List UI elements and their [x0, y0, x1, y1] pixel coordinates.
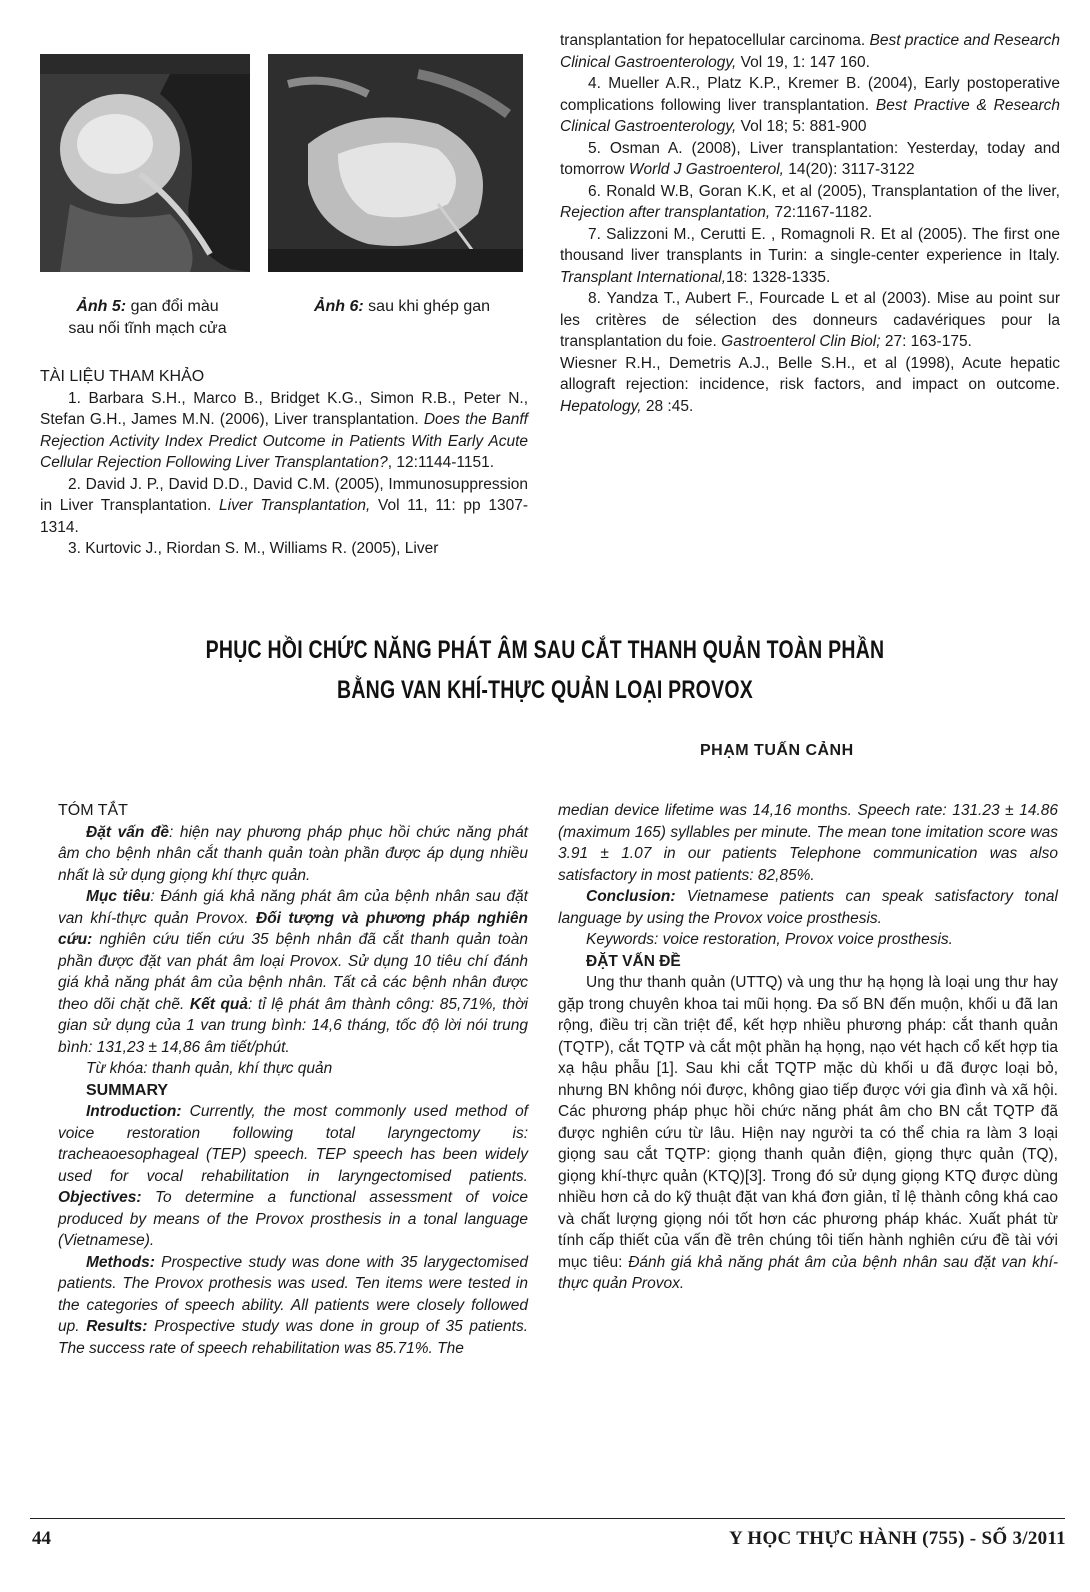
abstract-right-column [558, 800, 1058, 1295]
footer-divider [30, 1518, 1065, 1519]
liver-photo-6-image [268, 54, 523, 272]
reference-3-start: 3. Kurtovic J., Riordan S. M., Williams R. (2005), Liver [68, 540, 439, 557]
reference-6: 6. Ronald W.B, Goran K.K, et al (2005), Transplantation of the liver, Rejection after transplantation, 72:1167-1182. [560, 182, 1060, 221]
figure-6-label: Ảnh 6: [313, 298, 364, 315]
figure-6-photo [268, 54, 523, 272]
figure-6-text: sau khi ghép gan [363, 298, 491, 315]
references-heading: TÀI LIỆU THAM KHẢO [40, 368, 205, 385]
reference-9: Wiesner R.H., Demetris A.J., Belle S.H., et al (1998), Acute hepatic allograft rejection: incidence, risk factors, and impact on outcome. Hepatology, 28 :45. [560, 354, 1060, 415]
summary-keywords: Keywords: voice restoration, Provox voice prosthesis. [586, 931, 953, 948]
figure-5-photo [40, 54, 250, 272]
article-author: PHẠM TUẤN CẢNH [700, 742, 854, 759]
intro-vi-body: Ung thư thanh quản (UTTQ) và ung thư hạ họng là loại ung thư hay gặp trong chuyên khoa tai mũi họng. Đa số BN đến muộn, khối u đã lan rộng, điều trị cần triệt để, kết hợp nhiều phương pháp: cắt thanh quản (TQTP), cắt TQTP và cắt một phần hạ họng, nạo vét hạch cổ kết hợp tia xạ hậu phẫu [1]. Sau khi cắt TQTP mặc dù khối u đã được loại bỏ, nhưng BN không nói được, không giao tiếp được với gia đình và xã hội. Các phương pháp phục hồi chức năng phát âm cho BN cắt TQTP đã được nghiên cứu từ lâu. Hiện nay người ta có thể chia ra làm 3 loại giọng sau cắt TQTP: giọng thanh quản điện, giọng thực quản (TQ), giọng khí-thực quản (KTQ)[3]. Trong đó sử dụng giọng KTQ được dùng nhiều hơn cả do kỹ thuật đặt van khá đơn giản, tỉ lệ thành công khá cao và chất lượng giọng nói tốt hơn các phương pháp khác. Xuất phát từ tính cấp thiết của vấn đề trên chúng tôi tiến hành nghiên cứu đề tài với mục tiêu: Đánh giá khả năng phát âm của bệnh nhân sau đặt van khí-thực quản Provox. [558, 974, 1058, 1292]
intro-vi-heading: ĐẶT VẤN ĐỀ [586, 952, 681, 970]
reference-1: 1. Barbara S.H., Marco B., Bridget K.G., Simon R.B., Peter N., Stefan G.H., James M.N. (2006), Liver transplantation. Does the Banff Rejection Activity Index Predict Outcome in Patients With Early Acute Cellular Rejection Following Liver Transplantation?, 12:1144-1151. [40, 389, 528, 471]
references-right-column [560, 30, 1060, 417]
reference-3-end: transplantation for hepatocellular carcinoma. Best practice and Research Clinical Gastroenterology, Vol 19, 1: 147 160. [560, 32, 1061, 71]
article-title-line-1: PHỤC HỒI CHỨC NĂNG PHÁT ÂM SAU CẮT THANH QUẢN TOÀN PHẦN [205, 636, 885, 664]
reference-5: 5. Osman A. (2008), Liver transplantation: Yesterday, today and tomorrow World J Gastroenterol, 14(20): 3117-3122 [560, 139, 1060, 178]
reference-4: 4. Mueller A.R., Platz K.P., Kremer B. (2004), Early postoperative complications following liver transplantation. Best Practive & Research Clinical Gastroenterology, Vol 18; 5: 881-900 [560, 75, 1060, 135]
liver-photo-5-image [40, 54, 250, 272]
summary-methods: Methods: Prospective study was done with 35 larygectomised patients. The Provox prothesis was used. Ten items were tested in the categories of speech ability. All patients were closely followed up. Results: Prospective study was done in group of 35 patients. The success rate of speech rehabilitation was 85.71%. The [58, 1253, 528, 1357]
abstract-vi-keywords: Từ khóa: thanh quản, khí thực quản [86, 1060, 333, 1077]
reference-7: 7. Salizzoni M., Cerutti E. , Romagnoli R. Et al (2005). The first one thousand liver transplants in Turin: a single-center experience in Italy. Transplant International,18: 1328-1335. [560, 225, 1060, 286]
abstract-left-column [58, 800, 528, 1359]
summary-conclusion: Conclusion: Vietnamese patients can speak satisfactory tonal language by using the Provox voice prosthesis. [558, 888, 1058, 927]
figure-5-text-1: gan đổi màu [126, 298, 219, 315]
summary-introduction: Introduction: Currently, the most commonly used method of voice restoration following total laryngectomy is: tracheaoesophageal (TEP) speech. TEP speech has been widely used for vocal rehabilitation in laryngectomised patients. Objectives: To determine a functional assessment of voice produced by means of the Provox prosthesis in a tonal language (Vietnamese). [58, 1103, 528, 1249]
journal-footer: Y HỌC THỰC HÀNH (755) - SỐ 3/2011 [729, 1528, 1066, 1549]
article-title-line-2: BẰNG VAN KHÍ-THỰC QUẢN LOẠI PROVOX [337, 676, 753, 704]
references-left-column [40, 366, 528, 560]
figure-5-text-2: sau nối tĩnh mạch cửa [68, 320, 227, 337]
figure-6-caption [282, 296, 522, 318]
summary-heading: SUMMARY [86, 1081, 169, 1099]
page-number: 44 [32, 1528, 51, 1549]
abstract-vi-heading: TÓM TẮT [58, 802, 128, 819]
summary-results-cont: median device lifetime was 14,16 months. Speech rate: 131.23 ± 14.86 (maximum 165) syllables per minute. The mean tone imitation score was 3.91 ± 1.07 in our patients Telephone communication was also satisfactory in most patients: 82,85%. [558, 802, 1058, 884]
abstract-vi-objectives: Mục tiêu: Đánh giá khả năng phát âm của bệnh nhân sau đặt van khí-thực quản Provox. Đối tượng và phương pháp nghiên cứu: nghiên cứu tiến cứu 35 bệnh nhân đã cắt thanh quản toàn phần được đặt van phát âm loại Provox. Sử dụng 10 tiêu chí đánh giá khả năng phát âm của bệnh nhân. Tất cả các bệnh nhân được theo dõi chặt chẽ. Kết quả: tỉ lệ phát âm thành công: 85,71%, thời gian sử dụng của 1 van trung bình: 14,6 tháng, tốc độ lời nói trung bình: 131,23 ± 14,86 âm tiết/phút. [58, 888, 529, 1056]
abstract-vi-background: Đặt vấn đề: hiện nay phương pháp phục hồi chức năng phát âm cho bệnh nhân cắt thanh quản toàn phần được áp dụng nhiều nhất là sử dụng giọng khí thực quản. [58, 823, 528, 884]
figure-5-caption [40, 296, 255, 340]
reference-8: 8. Yandza T., Aubert F., Fourcade L et al (2003). Mise au point sur les critères de sélection des donneurs cadavériques pour la transplantation du foie. Gastroenterol Clin Biol; 27: 163-175. [560, 290, 1060, 350]
figure-5-label: Ảnh 5: [76, 298, 127, 315]
reference-2: 2. David J. P., David D.D., David C.M. (2005), Immunosuppression in Liver Transplantation. Liver Transplantation, Vol 11, 11: pp 1307-1314. [40, 475, 529, 536]
